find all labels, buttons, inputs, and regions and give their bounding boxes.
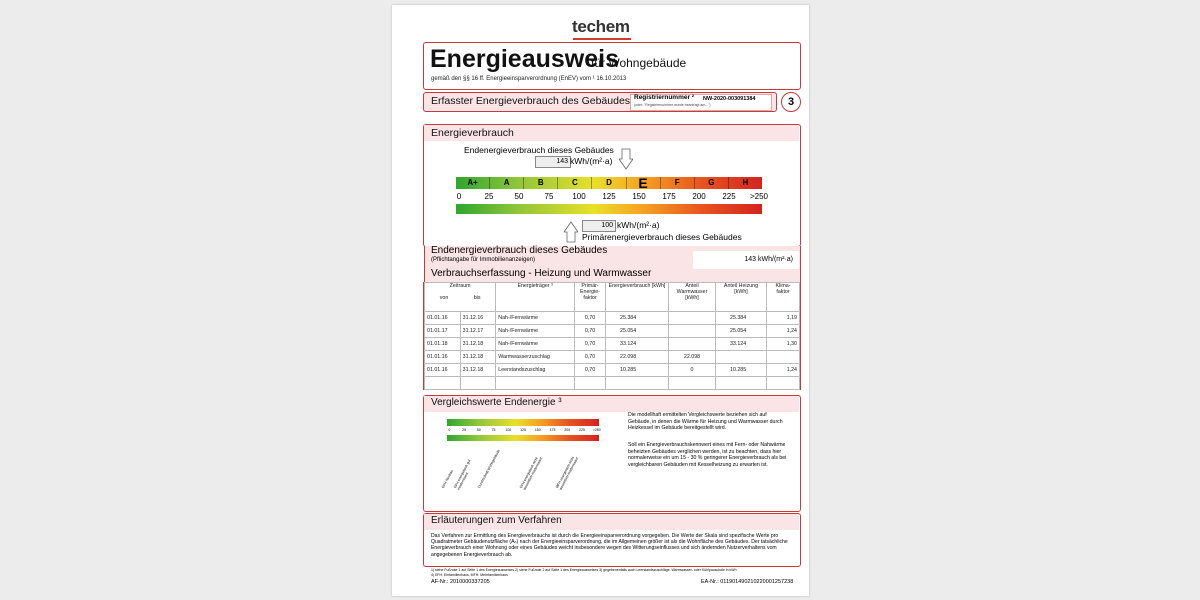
comparison-bar-bottom [447, 435, 599, 441]
scale-tick: 200 [692, 192, 706, 201]
comparison-label: MFH energetisch nicht wesentlich modernisiert [555, 456, 580, 491]
energy-class-h: H [742, 178, 749, 187]
primary-energy-label: Primärenergieverbrauch dieses Gebäudes [582, 232, 742, 242]
comparison-label: Durchschnitt Wohngebäude [477, 448, 501, 489]
scale-tick: >250 [749, 192, 769, 201]
cell-traeger: Nah-/Fernwärme [496, 325, 575, 338]
energy-class-labels [456, 177, 762, 189]
logo-underline [573, 38, 631, 40]
col-zeitraum-label: Zeitraum [449, 283, 471, 289]
arrow-up-icon [564, 221, 578, 243]
cell-bis: 31.12.18 [460, 351, 496, 364]
cell-verbrauch: 33.124 [606, 338, 669, 351]
cell-ww: 0 [669, 364, 716, 377]
col-zeitraum [425, 283, 496, 312]
col-heizung: Anteil Heizung [kWh] [716, 283, 767, 312]
section1-title: Erfasster Energieverbrauch des Gebäudes [431, 95, 631, 107]
energy-class-bar-bottom [456, 204, 762, 214]
comparison-text-2: Soll ein Energieverbrauchskennwert eines mit Fern- oder Nahwärme beheizten Gebäudes verglichen werden, ist zu beachten, dass hier normalerweise ein um 15 - 30 % geringerer Energieverbrauch als bei vergleichbaren Gebäuden mit Kesselheizung zu erwarten ist. [628, 442, 787, 468]
cell-von: 01.01.17 [425, 325, 461, 338]
scale-tick: 50 [514, 192, 524, 201]
mandatory-title: Endenergieverbrauch dieses Gebäudes [431, 245, 608, 256]
cell-klima [767, 351, 800, 364]
comparison-label: EFH Neubau [441, 469, 455, 489]
mandatory-value: 143 kWh/(m²·a) [693, 251, 799, 269]
document-page [392, 5, 809, 596]
table-frame [423, 282, 801, 390]
cell-bis: 31.12.16 [460, 312, 496, 325]
col-von: von [439, 295, 449, 301]
table-row [425, 351, 800, 364]
cell-ww [669, 325, 716, 338]
comparison-labels [437, 445, 607, 495]
scale-tick: 175 [662, 192, 676, 201]
cell-verbrauch: 25.384 [606, 312, 669, 325]
energy-class-a: A [490, 177, 524, 189]
cell-heiz: 10.285 [716, 364, 767, 377]
scale-tick: 25 [484, 192, 494, 201]
end-energy-value: 143 [535, 156, 571, 168]
table-row [425, 364, 800, 377]
af-number: AF-Nr.: 2010000337205 [431, 579, 490, 585]
scale-tick: 75 [544, 192, 554, 201]
comparison-scale-tick: 125 [520, 428, 526, 432]
table-row [425, 325, 800, 338]
cell-von: 01.01.18 [425, 338, 461, 351]
cell-faktor: 0,70 [575, 351, 606, 364]
comparison-scale-tick: >250 [592, 428, 601, 432]
comparison-scale-tick: 50 [476, 428, 481, 432]
energy-class-g: G [695, 177, 729, 189]
table-row [425, 312, 800, 325]
cell-bis: 31.12.17 [460, 325, 496, 338]
cell-klima: 1,24 [767, 364, 800, 377]
scale-tick: 0 [456, 192, 462, 201]
cell-faktor: 0,70 [575, 364, 606, 377]
scale-tick: 225 [722, 192, 736, 201]
cell-traeger: Leerstandszuschlag [496, 364, 575, 377]
scale-tick: 125 [602, 192, 616, 201]
cell-ww [669, 312, 716, 325]
cell-von: 01.01.16 [425, 351, 461, 364]
comparison-scale-tick: 225 [579, 428, 585, 432]
cell-bis: 31.12.18 [460, 338, 496, 351]
cell-heiz: 25.384 [716, 312, 767, 325]
consumption-table [424, 282, 800, 390]
energy-scale [444, 192, 774, 201]
col-verbrauch: Energieverbrauch [kWh] [606, 283, 669, 312]
cell-ww: 22.098 [669, 351, 716, 364]
scale-tick: 150 [632, 192, 646, 201]
explanation-title: Erläuterungen zum Verfahren [431, 515, 562, 526]
energy-class-a-plus: A+ [456, 177, 490, 189]
techem-logo: techem [572, 17, 630, 36]
comparison-title: Vergleichswerte Endenergie ³ [431, 397, 562, 408]
cell-verbrauch: 25.054 [606, 325, 669, 338]
comparison-label: EFH energetisch nicht wesentlich modernisiert [519, 456, 544, 491]
table-row [425, 338, 800, 351]
footnote-1: 1) siehe Fußnote 1 auf Seite 1 des Energieausweises 2) siehe Fußnote 2 auf Seite 1 des Energieausweises 3) gegebenenfalls auch Leerstandszuschläge, Warmwasser- oder Kühlpauschale in kWh [431, 568, 737, 572]
col-warmwasser: Anteil Warmwasser [kWh] [669, 283, 716, 312]
explanation-text: Das Verfahren zur Ermittlung des Energieverbrauchs ist durch die Energieeinsparverordnung vorgegeben. Die Werte der Skala sind spezifische Werte pro Quadratmeter Gebäudenutzfläche (Aₙ) nach der Energieeinsparverordnung, die im Allgemeinen größer ist als die Wohnfläche des Gebäudes. Der tatsächliche Energieverbrauch einer Wohnung oder eines Gebäudes weicht insbesondere wegen des Witterungseinflusses und sich ändernden Nutzerverhaltens vom angegebenen Energieverbrauch ab. [431, 533, 788, 558]
footnote-2: 4) EFH: Einfamilienhaus, MFH: Mehrfamilienhaus [431, 573, 508, 577]
cell-von: 01.01.16 [425, 364, 461, 377]
end-energy-unit: kWh/(m²·a) [570, 156, 613, 166]
cell-traeger: Nah-/Fernwärme [496, 312, 575, 325]
cell-bis: 31.12.18 [460, 364, 496, 377]
arrow-down-icon [619, 148, 633, 170]
cell-heiz: 25.054 [716, 325, 767, 338]
energy-class-e: E [627, 177, 661, 189]
comparison-scale-tick: 75 [491, 428, 496, 432]
energy-class-c: C [558, 177, 592, 189]
document-subtitle: gemäß den §§ 16 ff. Energieeinsparverordnung (EnEV) vom ¹ 16.10.2013 [431, 76, 627, 82]
comparison-bar [447, 419, 599, 426]
col-faktor: Primär-Energie-faktor [575, 283, 606, 312]
cell-heiz: 33.124 [716, 338, 767, 351]
cell-traeger: Nah-/Fernwärme [496, 338, 575, 351]
energy-class-d: D [592, 177, 626, 189]
document-title-suffix: für Wohngebäude [591, 56, 687, 70]
table-title: Verbrauchserfassung - Heizung und Warmwasser [431, 268, 652, 279]
cell-heiz [716, 351, 767, 364]
ea-number: EA-Nr.: 011901490210220001257238 [701, 579, 794, 585]
cell-verbrauch: 10.285 [606, 364, 669, 377]
cell-faktor: 0,70 [575, 325, 606, 338]
col-traeger: Energieträger ³ [496, 283, 575, 312]
scale-tick: 100 [572, 192, 586, 201]
registration-label: Registriernummer ² [634, 94, 694, 101]
comparison-scale-tick: 175 [549, 428, 556, 432]
cell-klima: 1,19 [767, 312, 800, 325]
col-klima: Klima-faktor [767, 283, 800, 312]
primary-energy-unit: kWh/(m²·a) [617, 220, 660, 230]
cell-traeger: Warmwasserzuschlag [496, 351, 575, 364]
comparison-scale-tick: 200 [564, 428, 571, 432]
energy-class-b: B [524, 177, 558, 189]
primary-energy-value: 100 [582, 220, 616, 232]
cell-verbrauch: 22.098 [606, 351, 669, 364]
registration-value: NW-2020-003091384 [703, 96, 756, 102]
page-number-badge: 3 [781, 92, 801, 112]
comparison-scale-tick: 150 [534, 428, 541, 432]
end-energy-label: Endenergieverbrauch dieses Gebäudes [464, 145, 614, 155]
cell-klima: 1,24 [767, 325, 800, 338]
document-title: Energieausweis [430, 45, 619, 73]
cell-von: 01.01.16 [425, 312, 461, 325]
registration-note: (oder: "Registriernummer wurde beantragt am...") [634, 103, 711, 107]
comparison-text-1: Die modellhaft ermittelten Vergleichswerte beziehen sich auf Gebäude, in denen die Wärme für Heizung und Warmwasser durch Heizkessel im Gebäude bereitgestellt wird. [628, 412, 783, 431]
comparison-scale [442, 428, 604, 432]
cell-ww [669, 338, 716, 351]
cell-faktor: 0,70 [575, 312, 606, 325]
comparison-scale-tick: 25 [462, 428, 467, 432]
col-bis: bis [473, 295, 481, 301]
cell-faktor: 0,70 [575, 338, 606, 351]
comparison-scale-tick: 100 [505, 428, 512, 432]
mandatory-note: (Pflichtangabe für Immobilienanzeigen) [431, 257, 536, 263]
comparison-label: EFH energetisch gut modernisiert [453, 458, 472, 491]
comparison-scale-tick: 0 [448, 428, 451, 432]
energy-class-f: F [661, 177, 695, 189]
cell-klima: 1,30 [767, 338, 800, 351]
consumption-title: Energieverbrauch [431, 127, 514, 139]
